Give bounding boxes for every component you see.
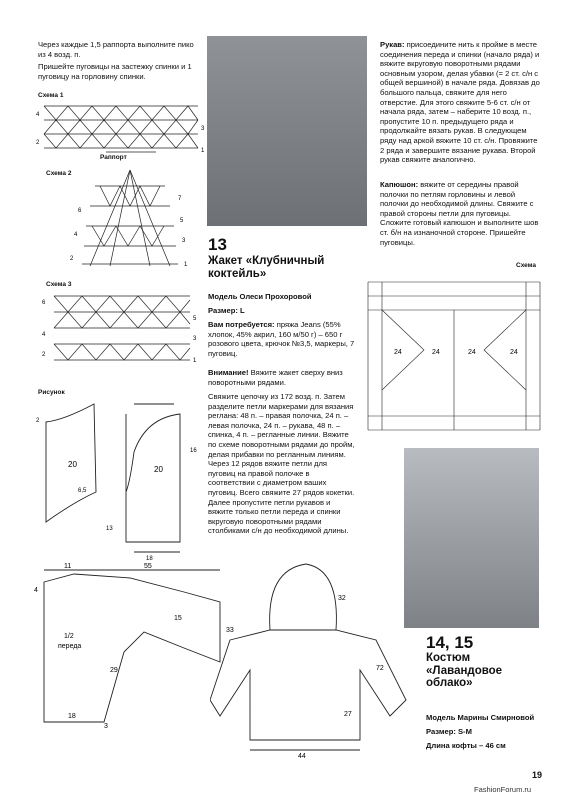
figure-label: Рисунок	[38, 389, 65, 396]
intro-text: Через каждые 1,5 раппорта выполните пико из 4 возд. п.	[38, 40, 194, 59]
scheme2-label: Схема 2	[46, 170, 72, 177]
materials-label: Вам потребуется:	[208, 320, 275, 329]
scheme1-label: Схема 1	[38, 92, 64, 99]
s3-row4: 4	[42, 332, 46, 338]
s2-row3: 3	[182, 238, 186, 244]
fig-16: 16	[190, 448, 197, 454]
hood-44: 44	[298, 753, 306, 760]
hood-72: 72	[376, 665, 384, 672]
rs-24d: 24	[510, 349, 518, 356]
s2-row6: 6	[78, 208, 82, 214]
article1415-model: Модель Марины Смирновой	[426, 713, 535, 722]
s3-row3: 3	[193, 336, 197, 342]
article13-size: Размер: L	[208, 306, 245, 315]
scheme3-diagram	[40, 290, 200, 370]
hood-32: 32	[338, 595, 346, 602]
page-number: 19	[532, 770, 543, 780]
sch-half: 1/2	[64, 633, 74, 640]
s2-row7: 7	[178, 196, 182, 202]
article1415-length: Длина кофты – 46 см	[426, 741, 506, 750]
s3-row1: 1	[193, 358, 197, 364]
s3-row5: 5	[193, 316, 197, 322]
sleeve-text	[380, 40, 540, 165]
hood-body: вяжите от середины правой полочки по петлям горловины и левой полочки до необходимой длины. Свяжите с правой стороны петли для пуговицы. Сложите готовый капюшон и выполните шов ст. б/н на изнаночной стороне. Пришейте пуговицы.	[380, 180, 539, 247]
sleeve-body: присоедините нить к пройме в месте соединения переда и спинки (начало ряда) и вяжите вкруговую поворотными рядами основным узором, делая убавки (= 2 ст. с/н с общей вершиной) в начале ряда. Довязав до большого пальца, свяжите для него отверстие. Для этого свяжите 5-6 ст. с/н от начала ряда, затем – наберите 10 возд. п., пропустите 10 п. предыдущего ряда и продолжайте вязать рукав. В следующем ряду над аркой вяжите 10 ст. с/н. Провяжите 2 ряда и завершите вязание рукава. Второй рукав свяжите аналогично.	[380, 40, 540, 165]
article13-model: Модель Олеси Прохоровой	[208, 292, 312, 301]
sch-29: 29	[110, 667, 118, 674]
fig-2: 2	[36, 418, 40, 424]
scheme-label-right: Схема	[516, 262, 537, 269]
sch-front: переда	[58, 643, 82, 650]
s1-row2: 2	[36, 140, 40, 146]
sch-4: 4	[34, 587, 38, 594]
rapport-label: Раппорт	[100, 154, 127, 161]
article13-title: Жакет «Клубничный коктейль»	[208, 255, 325, 280]
hood-schematic	[210, 560, 410, 760]
attention-label: Внимание!	[208, 368, 249, 377]
fig-20b: 20	[154, 465, 163, 474]
fig-13: 13	[106, 526, 113, 532]
photo-jacket	[207, 36, 367, 226]
article13-body: Свяжите цепочку из 172 возд. п. Затем разделите петли маркерами для вязания реглана: 48 п. – правая полочка, 24 п. – левая полочка, 24 п. – рукава, 48 п. – спинка, 4 п. – регланные линии. Вяжите по схеме поворотными рядами до пройм, делая прибавки по регланным линиям. Через 12 рядов вяжите петли для пуговиц на правой полочке в соответствии с диаметром ваших пуговиц. Всего свяжите 27 рядов кокетки. Далее пропустите петли рукавов и вяжите только петли переда и спинки вкруговую поворотными рядами столбиками с/н до необходимой длины.	[208, 392, 355, 536]
s3-row6: 6	[42, 300, 46, 306]
s2-row1: 1	[184, 262, 188, 268]
s2-row4: 4	[74, 232, 78, 238]
intro-text-2: Пришейте пуговицы на застежку спинки и 1 пуговицу на горловину спинки.	[38, 62, 192, 81]
s1-row1: 1	[201, 148, 205, 154]
scheme1-diagram	[36, 100, 206, 160]
sch-33: 33	[226, 627, 234, 634]
sch-15: 15	[174, 615, 182, 622]
article13-materials	[208, 320, 356, 358]
attention-text: Вяжите жакет сверху вниз поворотными рядами.	[208, 368, 343, 387]
rs-24b: 24	[432, 349, 440, 356]
article13-number: 13	[208, 235, 227, 254]
article1415-title: Костюм «Лавандовое облако»	[426, 652, 503, 689]
article13-attention	[208, 368, 356, 387]
rs-24a: 24	[394, 349, 402, 356]
fig-20a: 20	[68, 460, 77, 469]
article1415-number: 14, 15	[426, 633, 474, 652]
s2-row2: 2	[70, 256, 74, 262]
scheme3-label: Схема 3	[46, 281, 72, 288]
materials-text: пряжа Jeans (55% хлопок, 45% акрил, 160 м/50 г) – 650 г розового цвета, крючок №3,5, маркеры, 7 пуговиц.	[208, 320, 355, 358]
scheme2-diagram	[70, 166, 190, 270]
sch-11: 11	[64, 563, 72, 570]
fig-18: 18	[146, 556, 153, 562]
sch-18: 18	[68, 713, 76, 720]
s2-row5: 5	[180, 218, 184, 224]
fig-65: 6,5	[78, 488, 87, 494]
pattern-figure	[34, 392, 204, 562]
sch-55: 55	[144, 563, 152, 570]
article1415-size: Размер: S-M	[426, 727, 472, 736]
sleeve-label: Рукав:	[380, 40, 405, 49]
watermark: FashionForum.ru	[474, 785, 532, 794]
rs-24c: 24	[468, 349, 476, 356]
s1-row4: 4	[36, 112, 40, 118]
scheme-right-diagram	[364, 270, 544, 436]
s1-row3: 3	[201, 126, 205, 132]
photo-suit	[404, 448, 539, 628]
hood-text	[380, 180, 540, 247]
s3-row2: 2	[42, 352, 46, 358]
hood-label: Капюшон:	[380, 180, 419, 189]
sch-3: 3	[104, 723, 108, 730]
hood-27: 27	[344, 711, 352, 718]
